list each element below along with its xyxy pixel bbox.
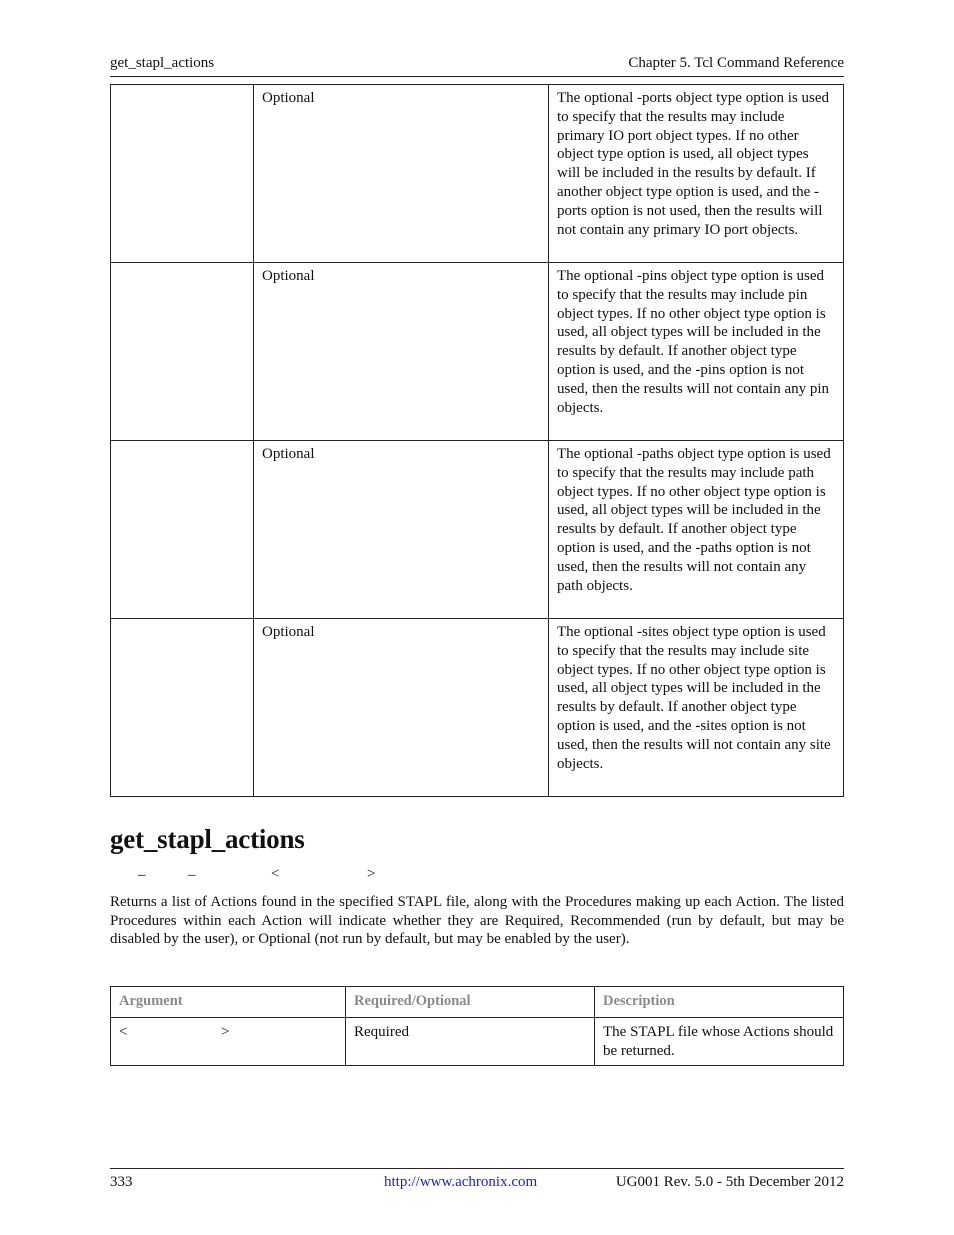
table-row: [111, 263, 844, 441]
option-requirement: Optional: [254, 263, 549, 441]
options-table: [110, 84, 844, 797]
option-name-cell: [111, 441, 254, 619]
option-requirement: Optional: [254, 441, 549, 619]
page-footer: [110, 1168, 844, 1195]
option-description: The optional -ports object type option is used to specify that the results may include primary IO port object types. If no other object type option is used, all object types will be included in the results by default. If another object type option is used, and the -ports option is not used, then the results will not contain any primary IO port objects.: [549, 85, 844, 263]
column-header-argument: Argument: [111, 987, 346, 1018]
syntax-underscore: _: [188, 862, 196, 878]
argument-cell: [111, 1018, 346, 1066]
option-description: The optional -pins object type option is used to specify that the results may include pin object types. If no other object type option is used, all object types will be included in the results by default. If another object type option is used, and the -pins option is not used, then the results will not contain any pin objects.: [549, 263, 844, 441]
argument-description: The STAPL file whose Actions should be returned.: [595, 1018, 844, 1066]
column-header-required: Required/Optional: [346, 987, 595, 1018]
website-link[interactable]: http://www.achronix.com: [384, 1174, 538, 1190]
option-name-cell: [111, 85, 254, 263]
syntax-close-bracket: >: [367, 866, 376, 882]
arguments-table: [110, 986, 844, 1066]
argument-required: Required: [346, 1018, 595, 1066]
option-description: The optional -sites object type option is used to specify that the results may include site object types. If no other object type option is used, all object types will be included in the results by default. If another object type option is used, and the -sites option is not used, then the results will not contain any site objects.: [549, 619, 844, 797]
document-revision: UG001 Rev. 5.0 - 5th December 2012: [615, 1174, 844, 1190]
syntax-underscore: _: [138, 862, 146, 878]
option-requirement: Optional: [254, 85, 549, 263]
column-header-description: Description: [595, 987, 844, 1018]
option-name-cell: [111, 263, 254, 441]
table-row: [111, 619, 844, 797]
table-row: [111, 1018, 844, 1066]
table-header-row: [111, 987, 844, 1018]
argument-open-bracket: <: [119, 1024, 128, 1040]
header-chapter-title: Chapter 5. Tcl Command Reference: [628, 55, 844, 71]
command-syntax: [110, 862, 844, 886]
section-title: get_stapl_actions: [110, 824, 305, 854]
option-description: The optional -paths object type option is used to specify that the results may include path object types. If no other object type option is used, all object types will be included in the results by default. If another object type option is used, and the -paths option is not used, then the results will not contain any path objects.: [549, 441, 844, 619]
argument-close-bracket: >: [220, 1024, 230, 1040]
page-number: 333: [110, 1174, 133, 1190]
table-row: [111, 441, 844, 619]
table-row: [111, 85, 844, 263]
header-section-name: get_stapl_actions: [110, 55, 215, 71]
syntax-open-bracket: <: [271, 866, 280, 882]
option-requirement: Optional: [254, 619, 549, 797]
page-header: [110, 54, 844, 77]
section-description: Returns a list of Actions found in the specified STAPL file, along with the Procedures making up each Action. The listed Procedures within each Action will indicate whether they are Required, Recommended (run by default, but may be disabled by the user), or Optional (not run by default, but may be enabled by the user).: [110, 894, 844, 948]
option-name-cell: [111, 619, 254, 797]
